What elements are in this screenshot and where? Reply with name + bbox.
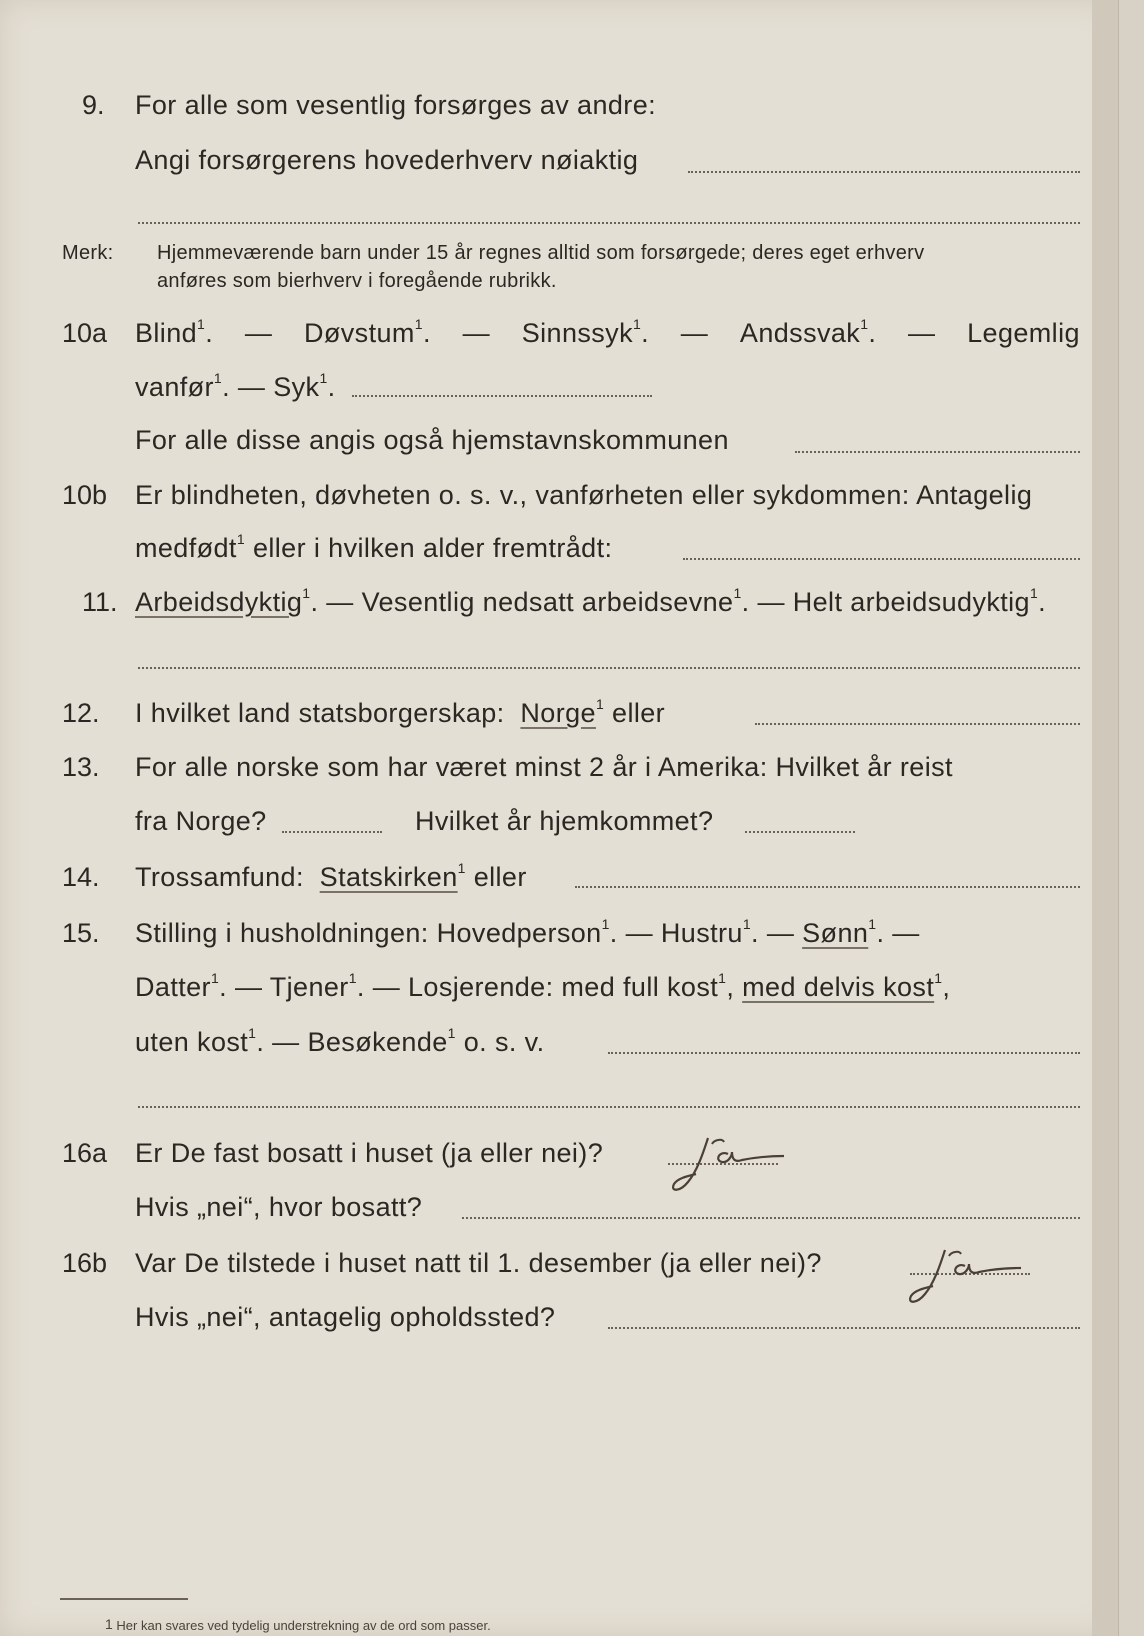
option-nedsatt[interactable]: — Vesentlig nedsatt arbeidsevne	[326, 587, 734, 617]
q11-line: Arbeidsdyktig$^1$. — Vesentlig nedsatt arbeidsevne$^1$. — Helt arbeidsudyktig$^1$.	[135, 585, 1047, 617]
q16a-number: 16a	[62, 1138, 108, 1168]
option-sonn[interactable]: Sønn	[802, 918, 869, 948]
option-tjener[interactable]: — Tjener	[234, 972, 349, 1002]
option-sinnssyk[interactable]: Sinnssyk	[521, 318, 633, 348]
q11-number: 11.	[82, 587, 118, 617]
q15-answer-field[interactable]	[608, 1052, 1080, 1054]
option-vanfor[interactable]: vanfør	[135, 372, 214, 402]
hjemstavn-field[interactable]	[795, 451, 1080, 453]
q11-answer-field[interactable]	[138, 667, 1080, 669]
q10b-number: 10b	[62, 480, 108, 510]
hjemkommet-year-field[interactable]	[745, 831, 855, 833]
option-hovedperson[interactable]: Stilling i husholdningen: Hovedperson	[135, 918, 602, 948]
q10a-line3: For alle disse angis også hjemstavnskommunen	[135, 425, 729, 455]
q12-number: 12.	[62, 698, 100, 728]
option-arbeidsdyktig[interactable]: Arbeidsdyktig	[135, 587, 303, 617]
q10a-number: 10a	[62, 318, 108, 348]
option-hustru[interactable]: — Hustru	[625, 918, 743, 948]
trossamfund-field[interactable]	[575, 886, 1080, 888]
alder-field[interactable]	[683, 558, 1080, 560]
option-andssvak[interactable]: Andssvak	[739, 318, 861, 348]
footnote-rule	[60, 1598, 188, 1600]
option-medfodt[interactable]: medfødt	[135, 533, 237, 563]
q14-number: 14.	[62, 862, 100, 892]
q13-line1: For alle norske som har været minst 2 år i Amerika: Hvilket år reist	[135, 752, 953, 782]
q15-line1: Stilling i husholdningen: Hovedperson$^1$. — Hustru$^1$. — Sønn$^1$. —	[135, 916, 920, 948]
option-blind[interactable]: Blind	[135, 318, 198, 348]
reist-year-field[interactable]	[282, 831, 382, 833]
q15-line3: uten kost$^1$. — Besøkende$^1$ o. s. v.	[135, 1025, 545, 1057]
q12-line: I hvilket land statsborgerskap: Norge$^1$ eller	[135, 696, 666, 728]
q10b-line2: medfødt$^1$ eller i hvilken alder fremtrådt:	[135, 531, 613, 563]
option-delvis-kost[interactable]: med delvis kost	[742, 972, 935, 1002]
q15-answer-field-2[interactable]	[138, 1106, 1080, 1108]
q9-answer-field[interactable]	[688, 171, 1080, 173]
opholdssted-field[interactable]	[608, 1327, 1080, 1329]
q10a-syk-field[interactable]	[352, 395, 652, 397]
q14-line: Trossamfund: Statskirken$^1$ eller	[135, 860, 527, 892]
q16b-line1: Var De tilstede i huset natt til 1. desember (ja eller nei)?	[135, 1248, 822, 1278]
q9-line2: Angi forsørgerens hovederhverv nøiaktig	[135, 145, 639, 175]
option-udyktig[interactable]: — Helt arbeidsudyktig	[757, 587, 1030, 617]
q10a-line1: Blind$^1$. — Døvstum$^1$. — Sinnssyk$^1$. — Andssvak$^1$. — Legemlig	[135, 316, 1080, 348]
handwritten-answer-ja-1	[668, 1130, 788, 1205]
option-syk[interactable]: Syk	[273, 372, 320, 402]
q16b-line2: Hvis „nei“, antagelig opholdssted?	[135, 1302, 556, 1332]
option-norge[interactable]: Norge	[520, 698, 596, 728]
page-edge	[1092, 0, 1118, 1636]
footnote: $^1$ Her kan svares ved tydelig understrekning av de ord som passer.	[105, 1616, 491, 1633]
q15-number: 15.	[62, 918, 100, 948]
option-full-kost[interactable]: — Losjerende: med full kost	[372, 972, 719, 1002]
q9-line1: For alle som vesentlig forsørges av andre:	[135, 90, 657, 120]
bosatt-where-field[interactable]	[462, 1217, 1080, 1219]
q10a-line2: vanfør$^1$. — Syk$^1$.	[135, 370, 336, 402]
q13-hjem-label: Hvilket år hjemkommet?	[415, 806, 714, 836]
q13-fra-label: fra Norge?	[135, 806, 267, 836]
option-statskirken[interactable]: Statskirken	[319, 862, 458, 892]
option-datter[interactable]: Datter	[135, 972, 211, 1002]
q10b-line1: Er blindheten, døvheten o. s. v., vanførheten eller sykdommen: Antagelig	[135, 480, 1033, 510]
q16a-line2: Hvis „nei“, hvor bosatt?	[135, 1192, 423, 1222]
option-dovstum[interactable]: Døvstum	[303, 318, 415, 348]
q9-answer-field-2[interactable]	[138, 222, 1080, 224]
option-legemlig[interactable]: Legemlig	[967, 318, 1080, 348]
q9-number: 9.	[82, 90, 105, 120]
merk-line2: anføres som bierhverv i foregående rubrikk.	[157, 270, 557, 292]
q13-number: 13.	[62, 752, 100, 782]
merk-line1: Hjemmeværende barn under 15 år regnes alltid som forsørgede; deres eget erhverv	[157, 242, 925, 264]
handwritten-answer-ja-2	[905, 1242, 1025, 1317]
q16a-line1: Er De fast bosatt i huset (ja eller nei)?	[135, 1138, 604, 1168]
q16b-number: 16b	[62, 1248, 108, 1278]
q15-line2: Datter$^1$. — Tjener$^1$. — Losjerende: med full kost$^1$, med delvis kost$^1$,	[135, 970, 951, 1002]
option-besokende[interactable]: — Besøkende	[272, 1027, 448, 1057]
statsborgerskap-field[interactable]	[755, 723, 1080, 725]
merk-label: Merk:	[62, 242, 114, 264]
option-uten-kost[interactable]: uten kost	[135, 1027, 249, 1057]
